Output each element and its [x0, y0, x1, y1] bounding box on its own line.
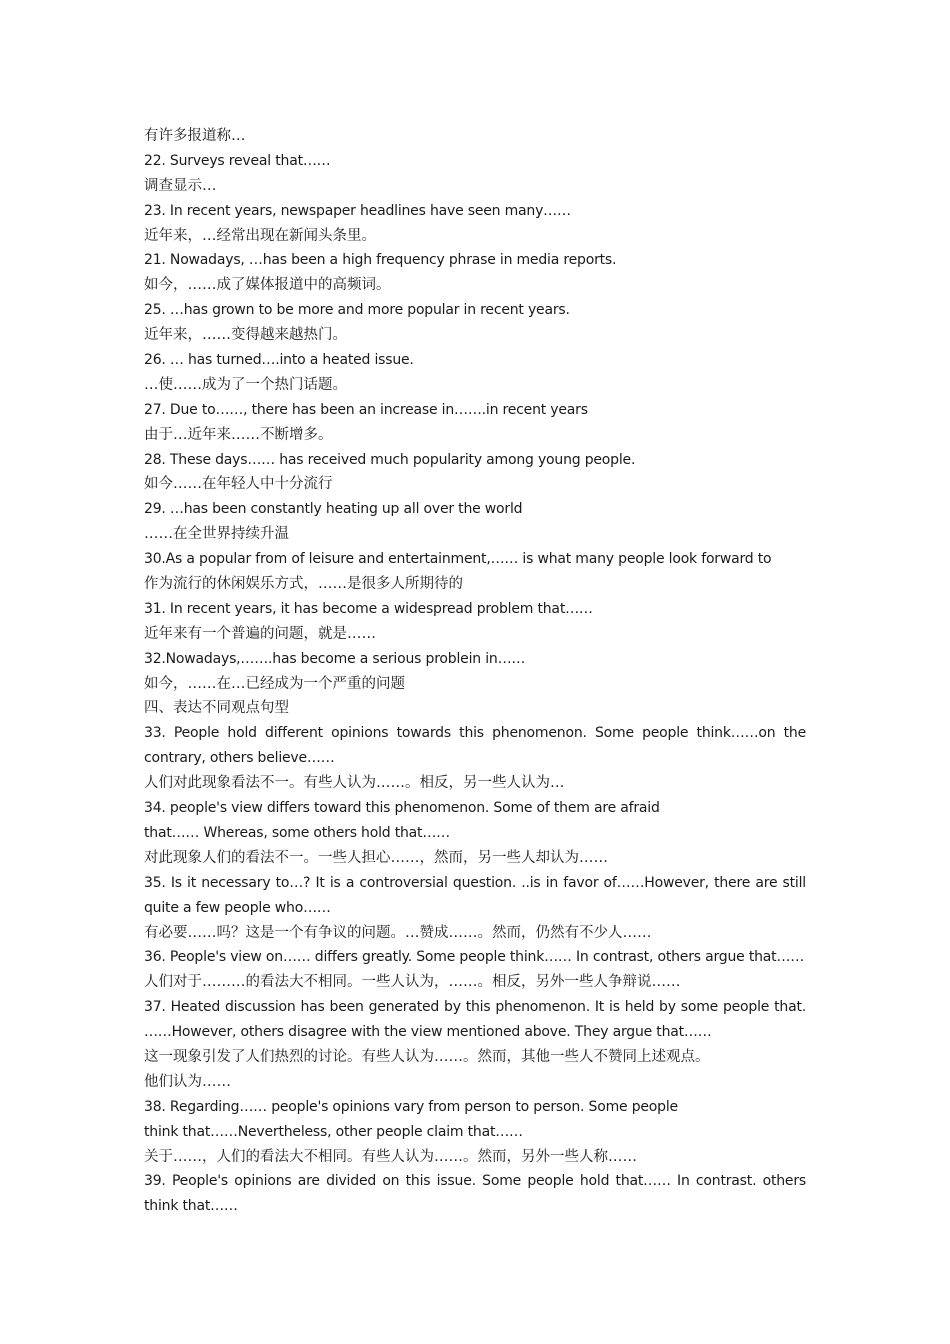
text-line: 28. These days…… has received much popularity among young people.: [144, 451, 636, 468]
text-line: 对此现象人们的看法不一。一些人担心……，然而，另一些人却认为……: [144, 849, 608, 866]
text-line: 38. Regarding…… people's opinions vary from person to person. Some people: [144, 1098, 678, 1115]
text-line: 22. Surveys reveal that……: [144, 152, 331, 169]
text-line: think that……Nevertheless, other people claim that……: [144, 1123, 523, 1140]
section-heading: 四、表达不同观点句型: [144, 700, 289, 717]
text-line: 调查显示…: [144, 177, 217, 194]
text-line: 26. … has turned….into a heated issue.: [144, 352, 414, 369]
text-line: 有许多报道称…: [144, 128, 246, 144]
text-line: 33. People hold different opinions towards this phenomenon. Some people think……on the: [144, 725, 806, 742]
text-line: 36. People's view on…… differs greatly. Some people think…… In contrast, others argue that……: [144, 949, 805, 966]
text-line: …使……成为了一个热门话题。: [144, 376, 347, 393]
text-line: 有必要……吗？这是一个有争议的问题。…赞成……。然而，仍然有不少人……: [144, 924, 652, 941]
text-line: quite a few people who……: [144, 899, 331, 916]
text-line: 近年来，…经常出现在新闻头条里。: [144, 227, 376, 244]
text-line: 27. Due to……, there has been an increase in…….in recent years: [144, 401, 588, 418]
text-line: 作为流行的休闲娱乐方式，……是很多人所期待的: [144, 576, 463, 593]
text-line: 他们认为……: [144, 1073, 231, 1090]
text-line: ……However, others disagree with the view mentioned above. They argue that……: [144, 1024, 712, 1041]
text-line: 25. …has grown to be more and more popular in recent years.: [144, 302, 570, 319]
text-line: 这一现象引发了人们热烈的讨论。有些人认为……。然而，其他一些人不赞同上述观点。: [144, 1049, 710, 1065]
text-line: ……在全世界持续升温: [144, 526, 289, 543]
text-line: 如今，……成了媒体报道中的高频词。: [144, 277, 391, 294]
text-line: 21. Nowadays, …has been a high frequency phrase in media reports.: [144, 252, 617, 269]
text-line: 32.Nowadays,…….has become a serious problein in……: [144, 650, 526, 667]
text-line: 34. people's view differs toward this phenomenon. Some of them are afraid: [144, 800, 660, 817]
text-line: 人们对此现象看法不一。有些人认为……。相反，另一些人认为…: [144, 775, 565, 792]
text-line: 35. Is it necessary to…? It is a controversial question. ..is in favor of……However, there are still: [144, 874, 806, 891]
text-line: 23. In recent years, newspaper headlines have seen many……: [144, 202, 571, 219]
text-line: 30.As a popular from of leisure and entertainment,…… is what many people look forward to: [144, 551, 772, 568]
text-line: contrary, others believe……: [144, 750, 335, 767]
text-line: 近年来有一个普遍的问题，就是……: [144, 625, 376, 642]
text-line: 29. …has been constantly heating up all over the world: [144, 501, 523, 518]
text-line: think that……: [144, 1198, 238, 1215]
text-line: 37. Heated discussion has been generated by this phenomenon. It is held by some people that.: [144, 999, 806, 1016]
text-line: 关于……，人们的看法大不相同。有些人认为……。然而，另外一些人称……: [144, 1148, 637, 1165]
text-line: 人们对于………的看法大不相同。一些人认为，……。相反，另外一些人争辩说……: [144, 974, 681, 991]
text-line: 如今，……在…已经成为一个严重的问题: [144, 675, 405, 692]
text-line: that…… Whereas, some others hold that……: [144, 824, 450, 841]
document-page: [144, 124, 806, 1219]
text-line: 由于…近年来……不断增多。: [144, 426, 333, 443]
text-line: 39. People's opinions are divided on this issue. Some people hold that…… In contrast. others: [144, 1173, 806, 1190]
text-line: 近年来，……变得越来越热门。: [144, 327, 347, 344]
text-line: 如今……在年轻人中十分流行: [144, 476, 333, 493]
text-line: 31. In recent years, it has become a widespread problem that……: [144, 600, 593, 617]
